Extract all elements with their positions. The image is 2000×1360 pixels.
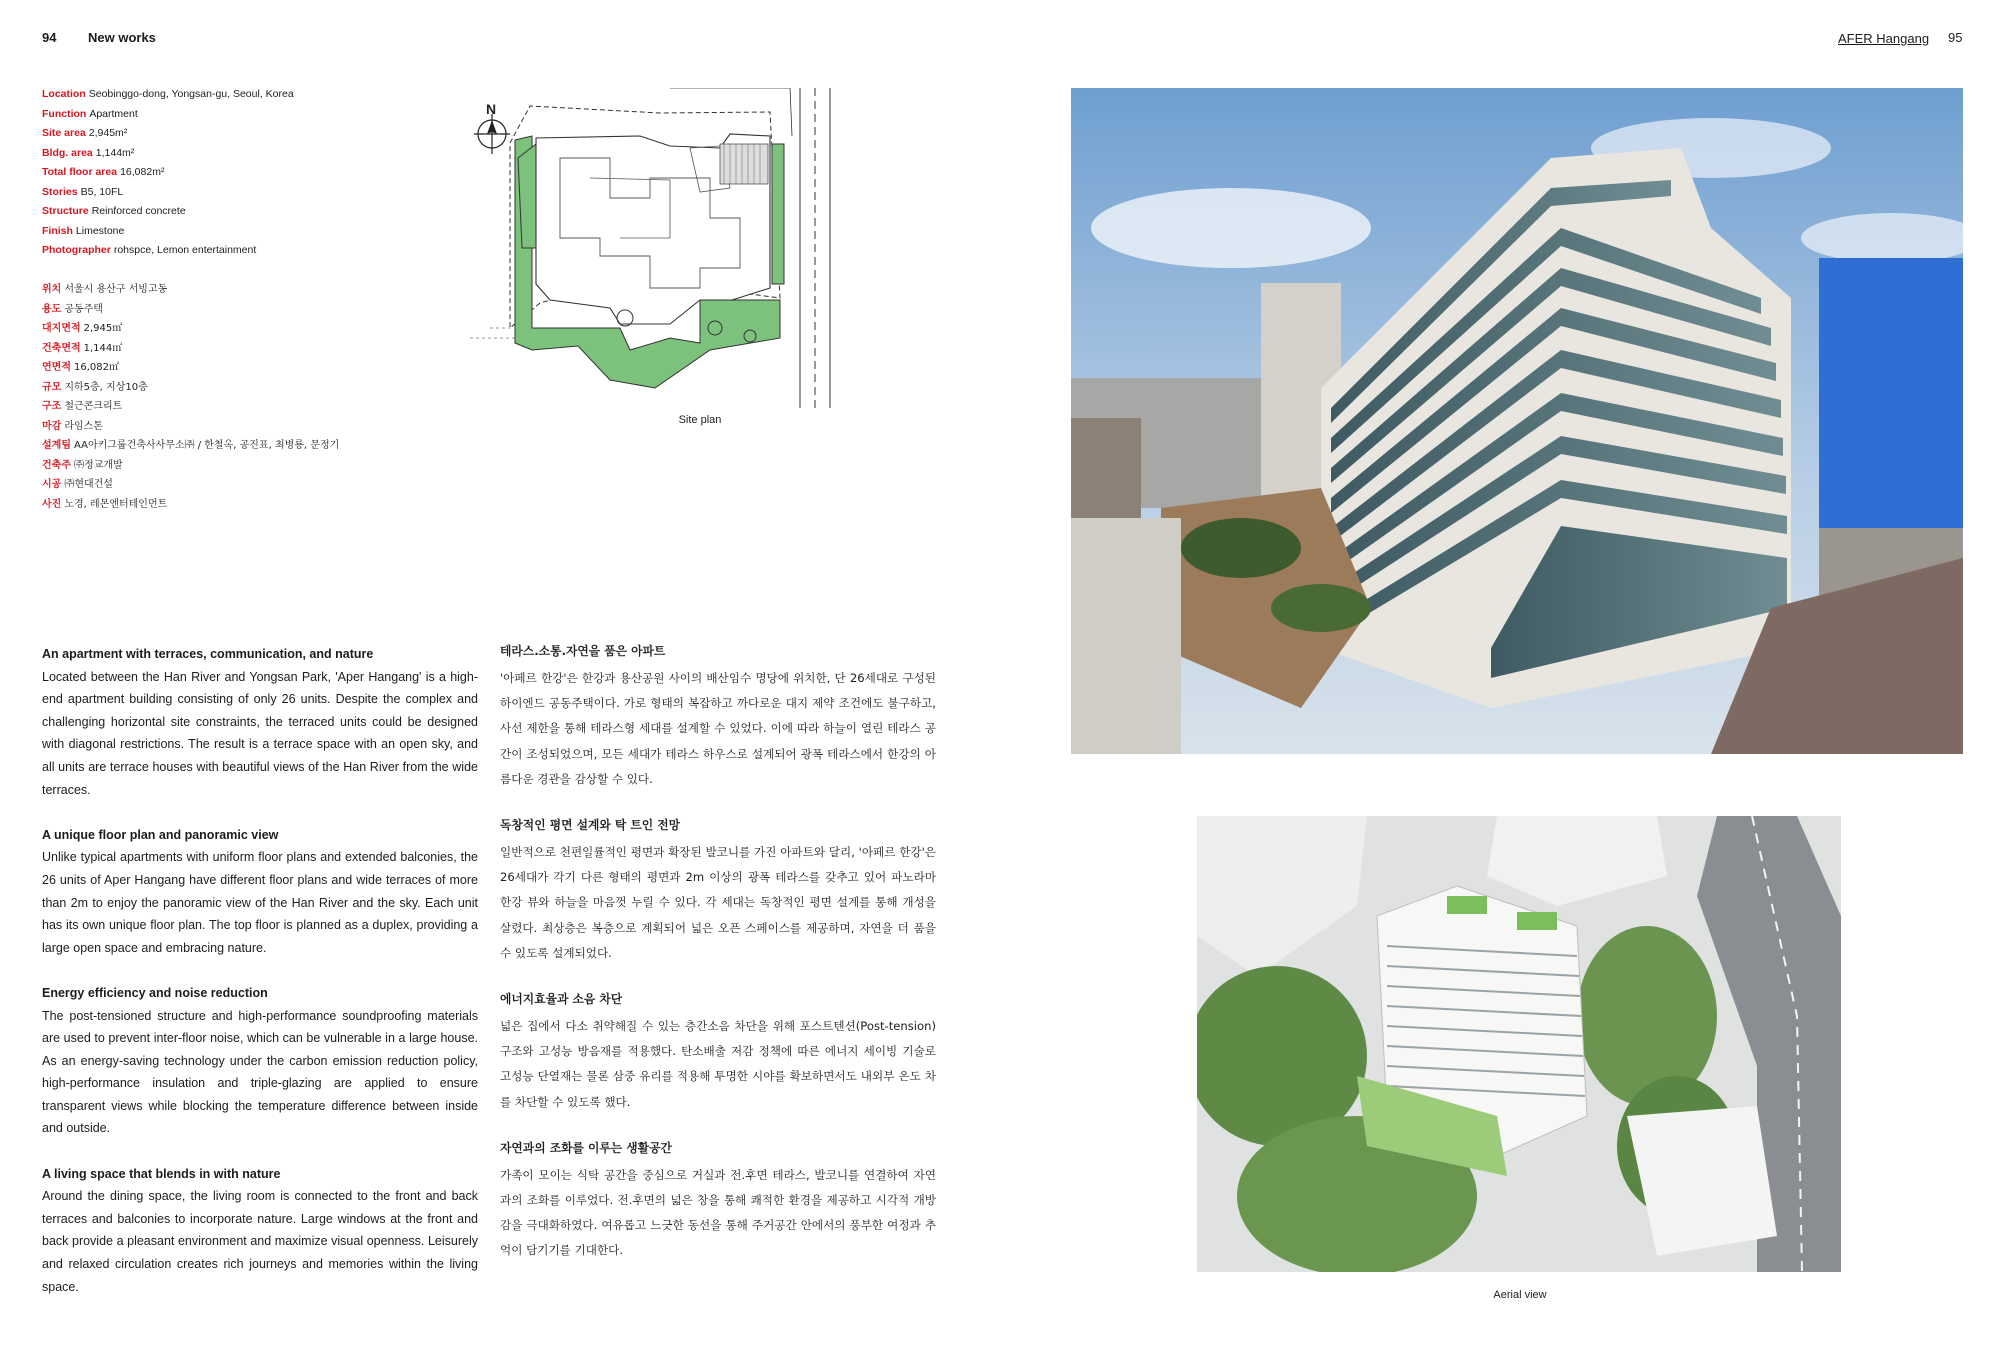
section-heading: An apartment with terraces, communication, and nature — [42, 647, 374, 661]
spec-row: 건축면적 1,144㎡ — [42, 342, 123, 354]
spec-row: Bldg. area 1,144m² — [42, 146, 135, 159]
site-plan-drawing — [470, 88, 930, 408]
scaffold-building — [1819, 258, 1963, 558]
section-heading: 독창적인 평면 설계와 탁 트인 전망 — [500, 818, 681, 833]
spec-row: 용도 공동주택 — [42, 303, 103, 315]
spec-row: Structure Reinforced concrete — [42, 205, 186, 217]
project-specs-en — [42, 85, 462, 261]
section-body: Unlike typical apartments with uniform floor plans and extended balconies, the 26 units of Aper Hangang have different floor plans and wide terraces of more than 2m to enjoy the panoramic view of the Han River and the sky. Each unit has its own unique floor plan. The top floor is planned as a duplex, providing a large open space and embracing nature. — [42, 850, 478, 955]
section-heading: 자연과의 조화를 이루는 생활공간 — [500, 1140, 672, 1155]
boundary-line — [470, 328, 515, 338]
stair-block — [720, 144, 768, 184]
building-photo — [1071, 88, 1963, 754]
article-en — [42, 643, 478, 1321]
spec-row: Finish Limestone — [42, 224, 125, 237]
aerial-rendering — [1197, 816, 1841, 1272]
tree-cluster — [1577, 926, 1717, 1106]
project-specs-ko — [42, 280, 482, 514]
spec-row: Location Seobinggo-dong, Yongsan-gu, Seoul, Korea — [42, 88, 294, 100]
spec-row: Site area 2,945m² — [42, 127, 128, 139]
spec-row: 대지면적 2,945㎡ — [42, 323, 123, 334]
section-body: '아페르 한강'은 한강과 용산공원 사이의 배산임수 명당에 위치한, 단 26세대로 구성된 하이엔드 공동주택이다. 가로 형태의 복잡하고 까다로운 대지 제약 조건에도 불구하고, 사선 제한을 통해 테라스형 세대를 설계할 수 있었다. 이에 따라 하늘이 열린 테라스 공간이 조성되었으며, 모든 세대가 테라스 하우스로 설계되어 광폭 테라스에서 한강의 아름다운 경관을 감상할 수 있다. — [500, 671, 936, 786]
section-heading: A living space that blends in with nature — [42, 1166, 281, 1181]
spec-row: 연면적 16,082㎡ — [42, 362, 119, 373]
site-plan-caption: Site plan — [678, 414, 722, 426]
section-body: Located between the Han River and Yongsan Park, 'Aper Hangang' is a high-end apartment building consisting of only 26 units. Despite the complex and challenging horizontal site constraints, the terraced units could be designed with diagonal restrictions. The result is a terrace space with an open sky, and all units are terrace houses with beautiful views of the Han River from the wide terraces. — [42, 669, 478, 797]
section-body: The post-tensioned structure and high-performance soundproofing materials are used to prevent inter-floor noise, which can be vulnerable in a large house. As an energy-saving technology under the carbon emission reduction policy, high-performance insulation and triple-glazing are applied to ensure transparent views while blocking the temperature difference between inside and outside. — [42, 1008, 478, 1136]
left-page-number: 94 — [42, 30, 57, 45]
spec-row: 사진 노경, 레몬엔터테인먼트 — [42, 498, 168, 510]
section-heading: A unique floor plan and panoramic view — [42, 827, 279, 842]
section-heading: Energy efficiency and noise reduction — [42, 985, 268, 1000]
spec-row: 위치 서울시 용산구 서빙고동 — [42, 284, 168, 295]
roof-garden — [1447, 896, 1487, 914]
section-body: Around the dining space, the living room is connected to the front and back terraces and balconies to incorporate nature. Large windows at the front and back provide a pleasant environment and maximize visual openness. Leisurely and relaxed circulation creates rich journeys and memories within the living space. — [42, 1189, 478, 1294]
tree — [1181, 518, 1301, 578]
spec-row: 규모 지하5층, 지상10층 — [42, 381, 148, 393]
spec-row: 건축주 ㈜정교개발 — [42, 459, 123, 471]
spec-row: 설계팀 AA아키그룹건축사사무소㈜ / 한철옥, 공진표, 최병룡, 문정기 — [42, 440, 340, 451]
north-arrow-icon — [474, 114, 510, 154]
section-heading: 테라스.소통.자연을 품은 아파트 — [500, 644, 666, 658]
aerial-caption: Aerial view — [1493, 1289, 1547, 1301]
spec-row: 시공 ㈜현대건설 — [42, 479, 113, 490]
tree — [1271, 584, 1371, 632]
section-body: 일반적으로 천편일률적인 평면과 확장된 발코니를 가진 아파트와 달리, '아페르 한강'은 26세대가 각기 다른 형태의 평면과 2m 이상의 광폭 테라스를 갖추고 있어 파노라마 한강 뷰와 하늘을 마음껏 누릴 수 있다. 각 세대는 독창적인 평면 설계를 통해 개성을 살렸다. 최상층은 복층으로 계획되어 넓은 오픈 스페이스를 제공하며, 자연을 더 품을 수 있도록 설계되었다. — [500, 845, 936, 960]
north-label: N — [486, 101, 497, 117]
section-body: 넓은 집에서 다소 취약해질 수 있는 층간소음 차단을 위해 포스트텐션(Post-tension) 구조와 고성능 방음재를 적용했다. 탄소배출 저감 정책에 따른 에너지 세이빙 기술로 고성능 단열재는 물론 삼중 유리를 적용해 투명한 시야를 확보하면서도 내외부 온도 차를 차단할 수 있도록 했다. — [500, 1019, 936, 1109]
left-section-title: New works — [88, 30, 156, 45]
spec-row: 마감 라임스톤 — [42, 420, 103, 432]
foreground-building — [1071, 518, 1181, 754]
section-heading: 에너지효율과 소음 차단 — [500, 992, 623, 1007]
landscape-edge — [772, 144, 784, 284]
spec-row: Stories B5, 10FL — [42, 185, 124, 198]
section-body: 가족이 모이는 식탁 공간을 중심으로 거실과 전.후면 테라스, 발코니를 연결하여 자연과의 조화를 이루었다. 전.후면의 넓은 창을 통해 쾌적한 환경을 제공하고 시각적 개방감을 극대화하였다. 여유롭고 느긋한 동선을 통해 주거공간 안에서의 풍부한 여정과 추억이 담기기를 기대한다. — [500, 1167, 936, 1258]
roof-garden — [1517, 912, 1557, 930]
spec-row: 구조 철근콘크리트 — [42, 401, 123, 412]
article-ko — [500, 640, 936, 1286]
right-running-title: AFER Hangang — [1838, 31, 1930, 46]
spec-row: Photographer rohspce, Lemon entertainment — [42, 244, 257, 256]
cloud — [1091, 188, 1371, 268]
right-page-number: 95 — [1948, 30, 1963, 45]
spec-row: Function Apartment — [42, 107, 138, 120]
spec-row: Total floor area 16,082m² — [42, 166, 165, 178]
